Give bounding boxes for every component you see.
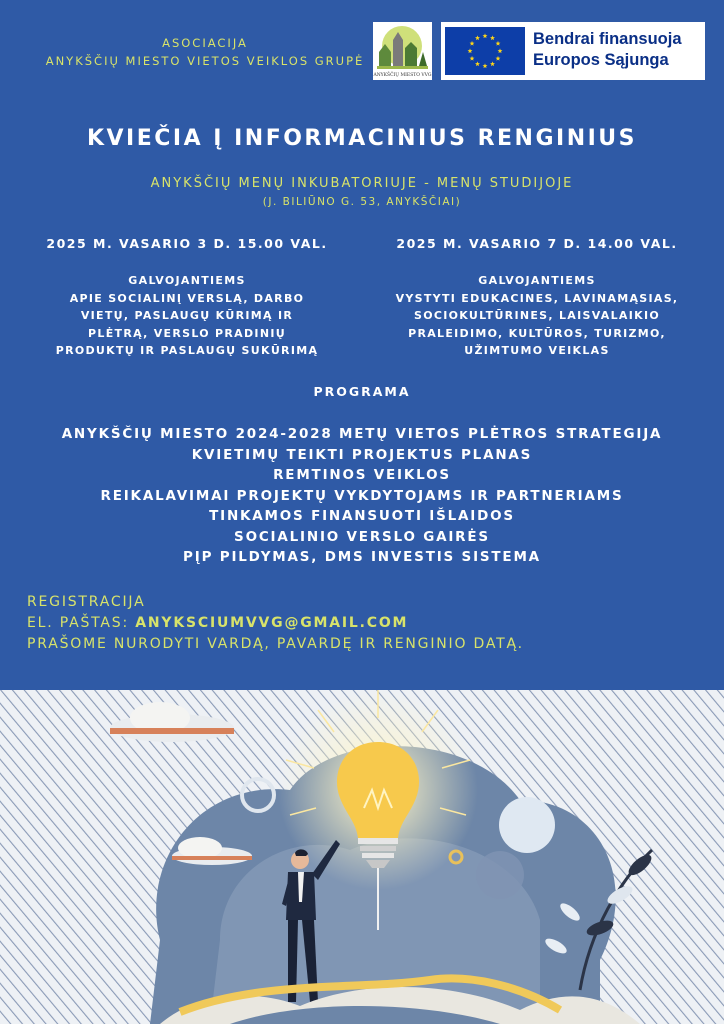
program-item: REIKALAVIMAI PROJEKTŲ VYKDYTOJAMS IR PARTNERIAMS xyxy=(100,487,624,504)
eu-funding-logo xyxy=(441,22,705,80)
program-item: TINKAMOS FINANSUOTI IŠLAIDOS xyxy=(209,508,515,524)
email-link[interactable]: ANYKSCIUMVVG@GMAIL.COM xyxy=(135,615,409,631)
event-2-date: 2025 M. VASARIO 7 D. 14.00 VAL. xyxy=(396,236,678,251)
event-2-line: GALVOJANTIEMS xyxy=(478,274,596,287)
vvg-logo xyxy=(373,22,432,80)
event-2-line: SOCIOKULTŪRINES, LAISVALAIKIO xyxy=(414,309,660,322)
registration-heading: REGISTRACIJA xyxy=(27,594,146,610)
venue-subtitle: ANYKŠČIŲ MENŲ INKUBATORIUJE - MENŲ STUDIJOJE xyxy=(150,176,574,191)
program-item: SOCIALINIO VERSLO GAIRĖS xyxy=(234,528,490,545)
page-title: KVIEČIA Į INFORMACINIUS RENGINIUS xyxy=(86,126,638,151)
eu-flag-icon xyxy=(445,27,525,75)
event-1-line: APIE SOCIALINĮ VERSLĄ, DARBO xyxy=(69,291,305,305)
event-1-line: GALVOJANTIEMS xyxy=(128,274,246,287)
association-name xyxy=(20,34,390,70)
event-1-line: PLĖTRĄ, VERSLO PRADINIŲ xyxy=(88,326,286,340)
event-2-line: VYSTYTI EDUKACINES, LAVINAMĄSIAS, xyxy=(395,291,679,305)
eu-line-1: Bendrai finansuoja xyxy=(533,30,682,48)
program-item: PĮP PILDYMAS, DMS INVESTIS SISTEMA xyxy=(183,549,541,565)
event-2-line: PRALEIDIMO, KULTŪROS, TURIZMO, xyxy=(408,326,666,340)
program-item: REMTINOS VEIKLOS xyxy=(273,467,451,483)
event-1-line: PRODUKTŲ IR PASLAUGŲ SUKŪRIMĄ xyxy=(55,344,319,357)
vvg-logo-graphic xyxy=(373,22,432,80)
event-1-date: 2025 M. VASARIO 3 D. 15.00 VAL. xyxy=(46,236,328,251)
program-list xyxy=(0,424,724,568)
registration-block xyxy=(27,592,524,655)
association-line-1: ASOCIACIJA xyxy=(162,36,248,50)
event-1-description xyxy=(20,272,354,360)
venue-address: (J. BILIŪNO G. 53, ANYKŠČIAI) xyxy=(262,196,462,208)
moon-circle xyxy=(499,797,555,853)
email-line xyxy=(27,613,524,634)
association-line-2: ANYKŠČIŲ MIESTO VIETOS VEIKLOS GRUPĖ xyxy=(45,54,365,68)
registration-note: PRAŠOME NURODYTI VARDĄ, PAVARDĘ IR RENGINIO DATĄ. xyxy=(27,636,524,652)
event-2-line: UŽIMTUMO VEIKLAS xyxy=(464,344,610,357)
email-label: EL. PAŠTAS: xyxy=(27,615,130,631)
program-heading: PROGRAMA xyxy=(313,384,411,399)
eu-line-2: Europos Sąjunga xyxy=(533,51,669,69)
program-item: KVIETIMŲ TEIKTI PROJEKTUS PLANAS xyxy=(191,446,533,463)
program-item: ANYKŠČIŲ MIESTO 2024-2028 METŲ VIETOS PLĖTROS STRATEGIJA xyxy=(61,426,663,442)
lightbulb-illustration xyxy=(0,690,724,1024)
event-1-line: VIETŲ, PASLAUGŲ KŪRIMĄ IR xyxy=(80,309,294,322)
eu-funding-text xyxy=(533,29,682,71)
vvg-logo-caption: ANYKŠČIŲ MIESTO VVG xyxy=(373,73,432,78)
event-2-description xyxy=(370,272,704,360)
